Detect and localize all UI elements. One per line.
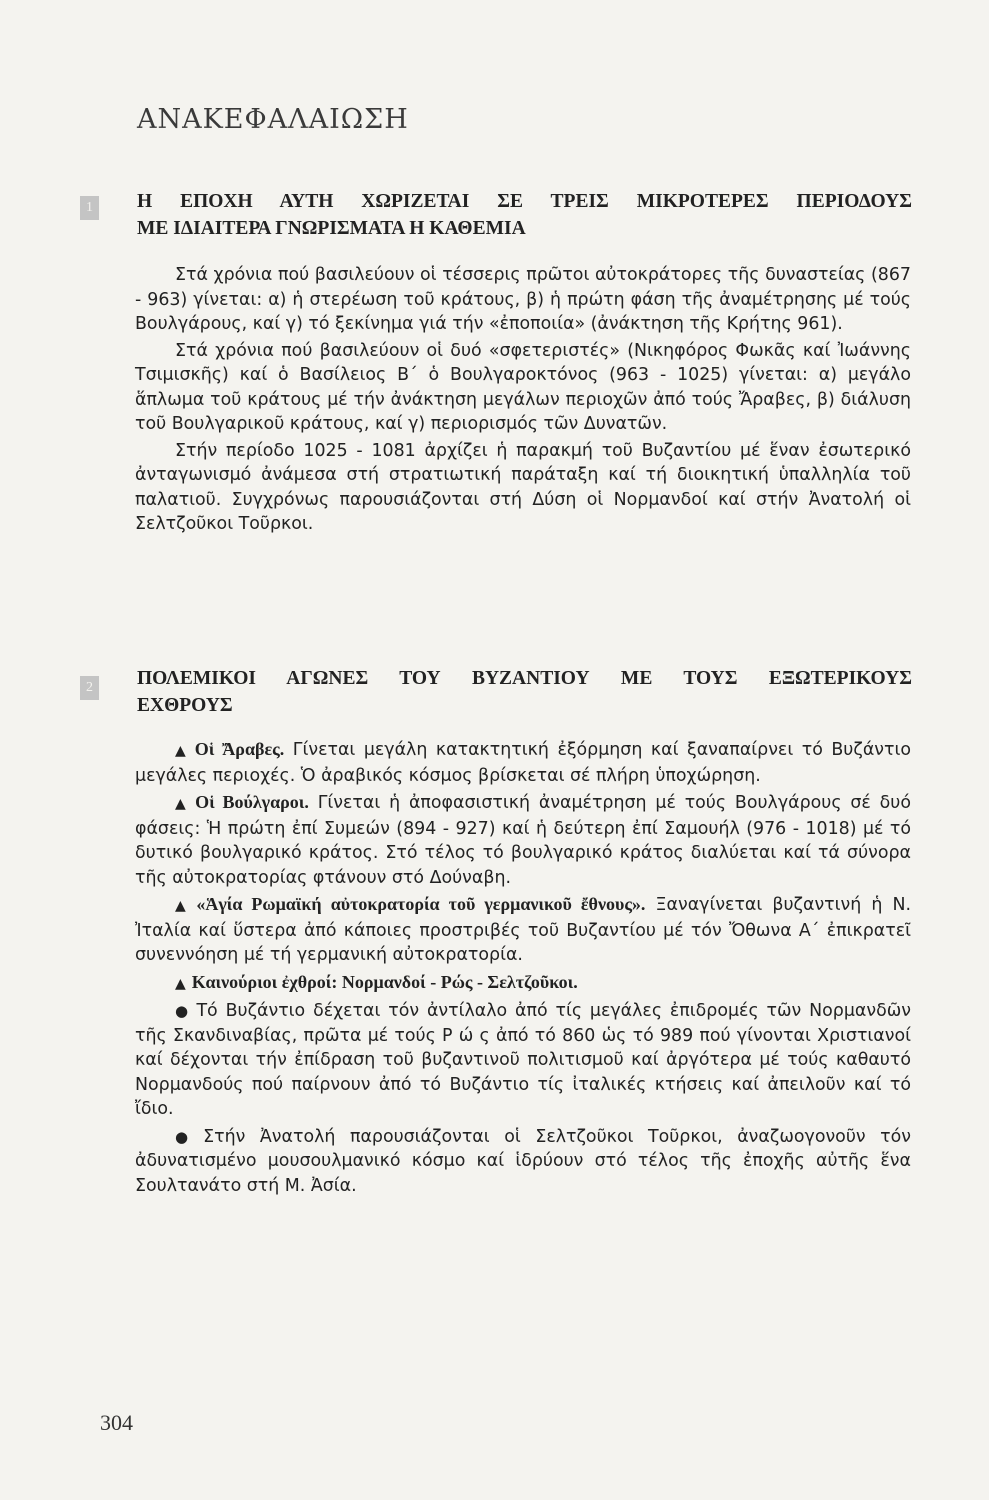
item-lead: «Ἁγία Ρωμαϊκή αὐτοκρατορία τοῦ γερμανικοῦ ἔθνους». <box>196 894 646 914</box>
item-text: Γίνεται μεγάλη κατακτητική ἐξόρμηση καί ξαναπαίρνει τό Βυζάντιο μεγάλες περιοχές. Ὁ ἀραβικός κόσμος βρίσκεται σέ πλήρη ὑποχώρηση. <box>135 740 912 786</box>
triangle-bullet-icon: ▲ <box>175 796 190 812</box>
triangle-bullet-icon: ▲ <box>175 898 191 914</box>
paragraph: Στά χρόνια πού βασιλεύουν οἱ δυό «σφετεριστές» (Νικηφόρος Φωκᾶς καί Ἰωάννης Τσιμισκῆς) καί ὁ Βασίλειος Β΄ ὁ Βουλγαροκτόνος (963 - 1025) γίνεται: α) μεγάλο ἅπλωμα τοῦ κράτους μέ τήν ἀνάκτηση μεγάλων περιοχῶν ἀπό τούς Ἄραβες, β) διάλυση τοῦ Βουλγαρικοῦ κράτους, καί γ) περιορισμός τῶν Δυνατῶν. <box>135 340 911 434</box>
section-number-badge: 1 <box>80 196 99 220</box>
paragraph: Στά χρόνια πού βασιλεύουν οἱ τέσσερις πρῶτοι αὐτοκράτορες τῆς δυναστείας (867 - 963) γίνεται: α) ἡ στερέωση τοῦ κράτους, β) ἡ πρώτη φάση τῆς ἀναμέτρησης μέ τούς Βουλγάρους, καί γ) τό ξεκίνημα γιά τήν «ἐποποιία» (ἀνάκτηση τῆς Κρήτης 961). <box>135 265 911 334</box>
section-heading-line: ΕΧΘΡΟΥΣ <box>137 695 233 716</box>
list-item <box>135 998 911 1122</box>
item-lead: Οἱ Βούλγαροι. <box>195 792 309 812</box>
section-heading-line: ΠΟΛΕΜΙΚΟΙ ΑΓΩΝΕΣ ΤΟΥ ΒΥΖΑΝΤΙΟΥ ΜΕ ΤΟΥΣ ΕΞΩΤΕΡΙΚΟΥΣ <box>137 668 912 689</box>
paragraph: Στήν περίοδο 1025 - 1081 ἀρχίζει ἡ παρακμή τοῦ Βυζαντίου μέ ἕναν ἐσωτερικό ἀνταγωνισμό ἀνάμεσα στή στρατιωτική παράταξη καί τή διοικητική ὑπαλληλία τοῦ παλατιοῦ. Συγχρόνως παρουσιάζονται στή Δύση οἱ Νορμανδοί καί στήν Ἀνατολή οἱ Σελτζοῦκοι Τοῦρκοι. <box>135 440 911 534</box>
list-item <box>135 737 911 788</box>
item-lead: Οἱ Ἄραβες. <box>194 739 285 759</box>
dot-bullet-icon: ● <box>175 1002 191 1020</box>
dot-bullet-icon: ● <box>175 1127 198 1146</box>
page-number: 304 <box>100 1410 133 1435</box>
list-item <box>135 1124 911 1199</box>
triangle-bullet-icon: ▲ <box>175 743 189 759</box>
item-text: Στήν Ἀνατολή παρουσιάζονται οἱ Σελτζοῦκοι Τοῦρκοι, ἀναζωογονοῦν τόν ἀδυνατισμένο μουσουλμανικό κόσμο καί ἱδρύουν στό τέλος τῆς ἐποχῆς αὐτῆς ἕνα Σουλτανάτο στή Μ. Ἀσία. <box>135 1126 911 1196</box>
item-lead: Καινούριοι ἐχθροί: Νορμανδοί - Ρώς - Σελτζοῦκοι. <box>191 971 578 992</box>
triangle-bullet-icon: ▲ <box>175 975 186 992</box>
section-number-badge: 2 <box>80 676 99 700</box>
list-item <box>135 790 911 890</box>
section-heading-line: ΜΕ ΙΔΙΑΙΤΕΡΑ ΓΝΩΡΙΣΜΑΤΑ Η ΚΑΘΕΜΙΑ <box>137 218 526 239</box>
section-heading <box>137 188 912 242</box>
section-body <box>135 737 911 1200</box>
item-text: Τό Βυζάντιο δέχεται τόν ἀντίλαλο ἀπό τίς μεγάλες ἐπιδρομές τῶν Νορμανδῶν τῆς Σκανδιναβίας, πρῶτα μέ τούς Ρ ώ ς ἀπό τό 860 ὡς τό 989 πού γίνονται Χριστιανοί καί δέχονται τήν ἐπίδραση τοῦ βυζαντινοῦ πολιτισμοῦ καί ἀργότερα μέ τούς καθαυτό Νορμανδούς πού παίρνουν ἀπό τό Βυζάντιο τίς ἰταλικές κτήσεις καί ἀπειλοῦν καί τό ἴδιο. <box>135 1001 911 1119</box>
section-heading <box>137 665 912 719</box>
item-text: Γίνεται ἡ ἀποφασιστική ἀναμέτρηση μέ τούς Βουλγάρους σέ δυό φάσεις: Ἡ πρώτη ἐπί Συμεών (894 - 927) καί ἡ δεύτερη ἐπί Σαμουήλ (976 - 1018) μέ τό δυτικό βουλγαρικό κράτος. Στό τέλος τό βουλγαρικό κράτος διαλύεται καί τά σύνορα τῆς αὐτοκρατορίας φτάνουν στό Δούναβη. <box>135 793 911 888</box>
item-text: Ξαναγίνεται βυζαντινή ἡ Ν. Ἰταλία καί ὕστερα ἀπό κάποιες προστριβές τοῦ Βυζαντίου μέ τόν Ὄθωνα Α΄ ἐπικρατεῖ συνεννόηση μέ τή γερμανική αὐτοκρατορία. <box>135 895 911 965</box>
section-heading-line: Η ΕΠΟΧΗ ΑΥΤΗ ΧΩΡΙΖΕΤΑΙ ΣΕ ΤΡΕΙΣ ΜΙΚΡΟΤΕΡΕΣ ΠΕΡΙΟΔΟΥΣ <box>137 191 912 212</box>
section-body <box>135 263 911 539</box>
chapter-title: ΑΝΑΚΕΦΑΛΑΙΩΣΗ <box>137 104 409 135</box>
list-item <box>135 892 911 968</box>
list-item <box>135 970 911 997</box>
